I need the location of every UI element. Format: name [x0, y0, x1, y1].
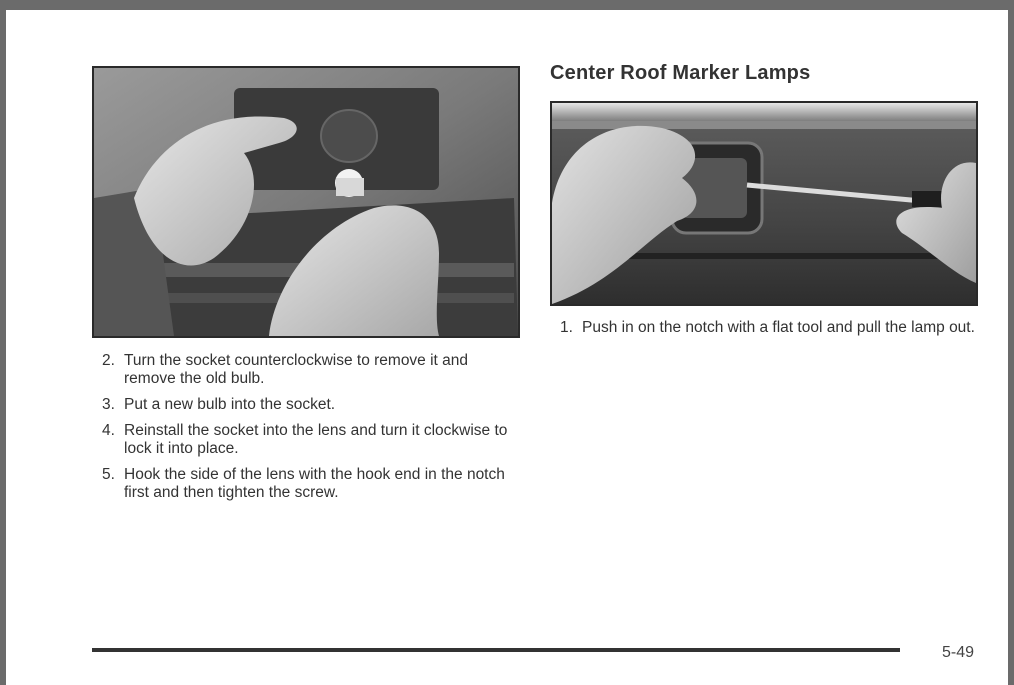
step-item [102, 352, 522, 388]
step-text: Put a new bulb into the socket. [124, 396, 336, 413]
step-item [560, 319, 980, 337]
photo-marker-lamp-removal [550, 101, 978, 306]
section-heading: Center Roof Marker Lamps [550, 62, 811, 84]
steps-list-left [102, 352, 522, 510]
step-text: Push in on the notch with a flat tool and pull the lamp out. [582, 319, 975, 336]
step-text: Turn the socket counterclockwise to remove it and remove the old bulb. [124, 352, 469, 387]
step-text: Hook the side of the lens with the hook end in the notch first and then tighten the screw. [124, 466, 505, 501]
steps-list-right [560, 319, 980, 345]
step-number: 4. [102, 422, 115, 439]
photo-marker-lamp-graphic [552, 103, 976, 304]
step-number: 5. [102, 466, 115, 483]
step-item [102, 396, 522, 414]
step-number: 1. [560, 319, 573, 336]
photo-bulb-socket-graphic [94, 68, 518, 336]
step-item [102, 466, 522, 502]
step-number: 2. [102, 352, 115, 369]
photo-bulb-socket-removal [92, 66, 520, 338]
step-text: Reinstall the socket into the lens and turn it clockwise to lock it into place. [124, 422, 508, 457]
step-item [102, 422, 522, 458]
page-number: 5-49 [942, 644, 975, 661]
manual-page [6, 10, 1008, 685]
step-number: 3. [102, 396, 115, 413]
footer-rule [92, 648, 900, 652]
